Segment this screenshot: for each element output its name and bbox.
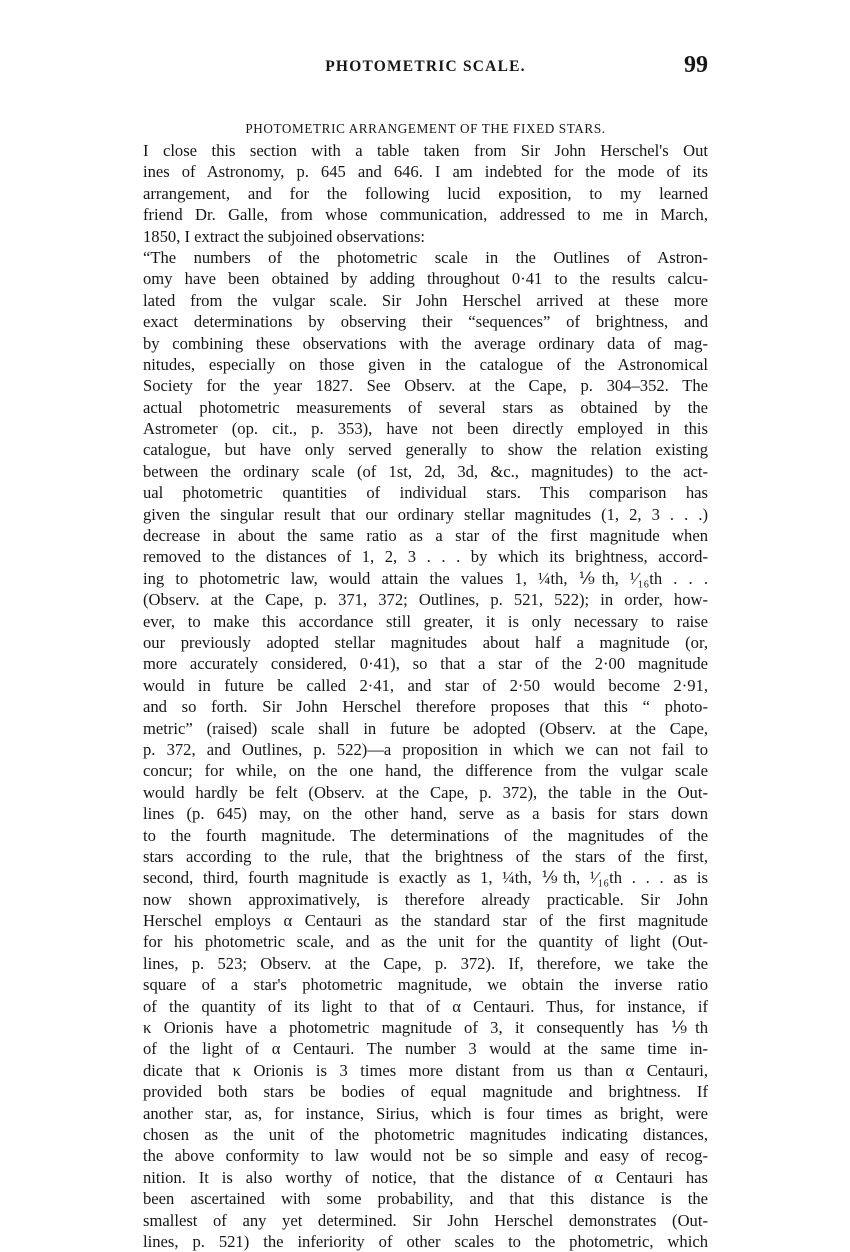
text-line: lines, p. 521) the inferiority of other scales to the photometric, which [143,1231,708,1251]
text-line: actual photometric measurements of several stars as obtained by the [143,397,708,417]
text-line: ines of Astronomy, p. 645 and 646. I am indebted for the mode of its [143,162,708,182]
text-line: would hardly be felt (Observ. at the Cape, p. 372), the table in the Out- [143,782,708,802]
text-line: removed to the distances of 1, 2, 3 . . . by which its brightness, accord- [143,547,708,567]
running-head-title: PHOTOMETRIC SCALE. [325,58,526,75]
text-line: ing to photometric law, would attain the values 1, ¼th, ⅑th, ¹⁄₁₆th . . . [143,568,708,588]
text-line: Herschel employs α Centauri as the standard star of the first magnitude [143,911,708,931]
text-line: of the quantity of its light to that of α Centauri. Thus, for instance, if [143,996,708,1016]
text-line: the above conformity to law would not be so simple and easy of recog- [143,1146,708,1166]
text-line: another star, as, for instance, Sirius, which is four times as bright, were [143,1103,708,1123]
text-line: “The numbers of the photometric scale in the Outlines of Astron- [143,247,708,267]
text-line: been ascertained with some probability, and that this distance is the [143,1189,708,1209]
text-line: p. 372, and Outlines, p. 522)—a proposition in which we can not fail to [143,739,708,759]
text-line: κ Orionis have a photometric magnitude of 3, it consequently has ⅑th [143,1018,708,1038]
text-line: nitudes, especially on those given in the catalogue of the Astronomical [143,354,708,374]
text-line: more accurately considered, 0·41), so that a star of the 2·00 magnitude [143,654,708,674]
text-line: exact determinations by observing their “sequences” of brightness, and [143,312,708,332]
text-line: 1850, I extract the subjoined observations: [143,226,426,246]
text-line: arrangement, and for the following lucid exposition, to my learned [143,183,708,203]
text-line: lated from the vulgar scale. Sir John Herschel arrived at these more [143,290,708,310]
text-line: between the ordinary scale (of 1st, 2d, 3d, &c., magnitudes) to the act- [143,461,708,481]
text-line: (Observ. at the Cape, p. 371, 372; Outlines, p. 521, 522); in order, how- [143,590,708,610]
text-line: chosen as the unit of the photometric magnitudes indicating distances, [143,1124,708,1144]
text-line: would in future be called 2·41, and star of 2·50 would become 2·91, [143,675,708,695]
text-line: decrease in about the same ratio as a star of the first magnitude when [143,526,708,546]
text-line: catalogue, but have only served generally to show the relation existing [143,440,708,460]
text-line: and so forth. Sir John Herschel therefore proposes that this “ photo- [143,697,708,717]
text-line: dicate that κ Orionis is 3 times more distant from us than α Centauri, [143,1060,708,1080]
text-line: smallest of any yet determined. Sir John Herschel demonstrates (Out- [143,1210,708,1230]
text-line: metric” (raised) scale shall in future be adopted (Observ. at the Cape, [143,718,708,738]
text-line: lines (p. 645) may, on the other hand, serve as a basis for stars down [143,804,708,824]
text-line: I close this section with a table taken from Sir John Herschel's Out [143,141,708,160]
text-line: square of a star's photometric magnitude, we obtain the inverse ratio [143,975,708,995]
text-line: of the light of α Centauri. The number 3 would at the same time in- [143,1039,708,1059]
text-line: Astrometer (op. cit., p. 353), have not been directly employed in this [143,419,708,439]
text-line: Society for the year 1827. See Observ. at the Cape, p. 304–352. The [143,376,708,396]
text-line: for his photometric scale, and as the unit for the quantity of light (Out- [143,932,708,952]
text-line: lines, p. 523; Observ. at the Cape, p. 372). If, therefore, we take the [143,953,708,973]
text-line: provided both stars be bodies of equal magnitude and brightness. If [143,1082,708,1102]
text-line: friend Dr. Galle, from whose communication, addressed to me in March, [143,205,708,225]
body-text [143,140,708,1252]
text-line: by combining these observations with the average ordinary data of mag- [143,333,708,353]
text-line: stars according to the rule, that the brightness of the stars of the first, [143,846,708,866]
text-line: given the singular result that our ordinary stellar magnitudes (1, 2, 3 . . .) [143,504,708,524]
section-heading: PHOTOMETRIC ARRANGEMENT OF THE FIXED STARS. [245,121,606,136]
text-line: to the fourth magnitude. The determinations of the magnitudes of the [143,825,708,845]
running-head [143,52,708,82]
text-line: our previously adopted stellar magnitudes about half a magnitude (or, [143,632,708,652]
page-number: 99 [684,52,708,78]
text-line: concur; for while, on the one hand, the difference from the vulgar scale [143,761,708,781]
text-line: ual photometric quantities of individual stars. This comparison has [143,483,708,503]
text-line: ever, to make this accordance still greater, it is only necessary to raise [143,611,708,631]
text-line: now shown approximatively, is therefore already practicable. Sir John [143,889,708,909]
text-line: omy have been obtained by adding throughout 0·41 to the results calcu- [143,269,708,289]
text-line: second, third, fourth magnitude is exactly as 1, ¼th, ⅑th, ¹⁄₁₆th . . . as is [143,868,708,888]
text-line: nition. It is also worthy of notice, that the distance of α Centauri has [143,1167,708,1187]
